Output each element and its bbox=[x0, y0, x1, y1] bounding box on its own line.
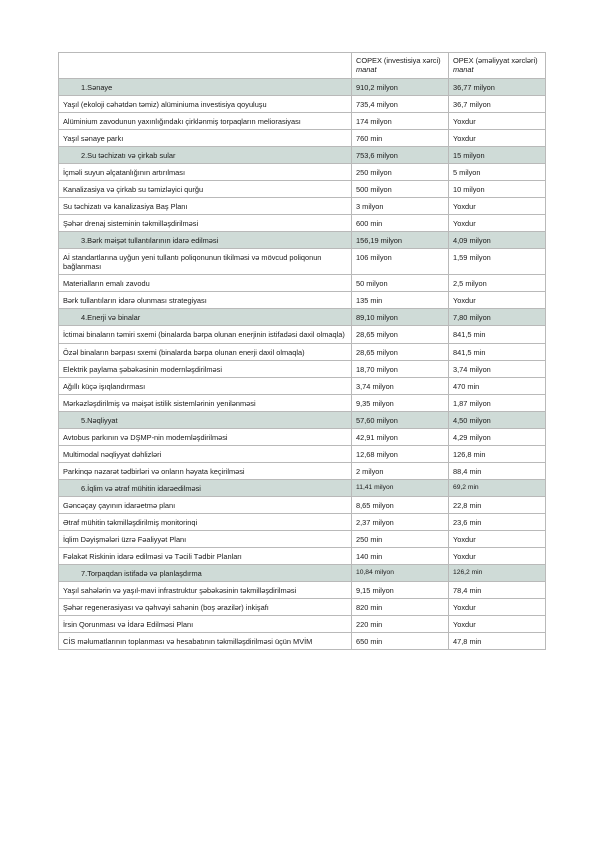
row-copex-value: 106 milyon bbox=[352, 249, 449, 275]
row-copex-value: 500 milyon bbox=[352, 181, 449, 198]
row-copex-value: 3,74 milyon bbox=[352, 377, 449, 394]
row-opex-value: 126,8 min bbox=[449, 445, 546, 462]
row-copex-value: 220 min bbox=[352, 616, 449, 633]
row-opex-value: 4,29 milyon bbox=[449, 428, 546, 445]
section-copex-value: 10,84 milyon bbox=[352, 564, 449, 581]
table-row bbox=[59, 530, 546, 547]
row-label: Kanalizasiya və çirkab su təmizləyici qurğu bbox=[59, 181, 352, 198]
row-opex-value: Yoxdur bbox=[449, 547, 546, 564]
header-blank-cell bbox=[59, 53, 352, 79]
row-copex-value: 8,65 milyon bbox=[352, 496, 449, 513]
row-opex-value: 1,87 milyon bbox=[449, 394, 546, 411]
section-row bbox=[59, 232, 546, 249]
row-copex-value: 2,37 milyon bbox=[352, 513, 449, 530]
section-title: 2.Su təchizatı və çirkab sular bbox=[59, 147, 352, 164]
row-copex-value: 3 milyon bbox=[352, 198, 449, 215]
row-label: Elektrik paylama şəbəkəsinin modernləşdirilməsi bbox=[59, 360, 352, 377]
row-copex-value: 18,70 milyon bbox=[352, 360, 449, 377]
row-opex-value: 841,5 min bbox=[449, 326, 546, 343]
table-row bbox=[59, 496, 546, 513]
row-label: Şəhər drenaj sisteminin təkmilləşdirilməsi bbox=[59, 215, 352, 232]
table-row bbox=[59, 198, 546, 215]
row-copex-value: 174 milyon bbox=[352, 113, 449, 130]
row-opex-value: 10 milyon bbox=[449, 181, 546, 198]
row-copex-value: 250 min bbox=[352, 530, 449, 547]
row-opex-value: 22,8 min bbox=[449, 496, 546, 513]
table-row bbox=[59, 616, 546, 633]
row-label: CİS məlumatlarının toplanması və hesabatının təkmilləşdirilməsi üçün MVİM bbox=[59, 633, 352, 650]
row-copex-value: 42,91 milyon bbox=[352, 428, 449, 445]
row-opex-value: 88,4 min bbox=[449, 462, 546, 479]
header-opex-unit: manat bbox=[453, 65, 474, 75]
row-copex-value: 2 milyon bbox=[352, 462, 449, 479]
row-copex-value: 12,68 milyon bbox=[352, 445, 449, 462]
row-label: Aİ standartlarına uyğun yeni tullantı poliqonunun tikilməsi və mövcud poliqonun bağlanması bbox=[59, 249, 352, 275]
table-row bbox=[59, 164, 546, 181]
row-label: Özəl binaların bərpası sxemi (binalarda bərpa olunan enerji daxil olmaqla) bbox=[59, 343, 352, 360]
section-copex-value: 156,19 milyon bbox=[352, 232, 449, 249]
section-row bbox=[59, 147, 546, 164]
row-opex-value: 47,8 min bbox=[449, 633, 546, 650]
row-label: Mərkəzləşdirilmiş və məişət istilik sistemlərinin yenilənməsi bbox=[59, 394, 352, 411]
row-label: Multimodal nəqliyyat dəhlizləri bbox=[59, 445, 352, 462]
row-label: Şəhər regenerasiyası və qəhvəyi sahənin (boş ərazilər) inkişafı bbox=[59, 598, 352, 615]
table-row bbox=[59, 394, 546, 411]
section-opex-value: 126,2 min bbox=[449, 564, 546, 581]
row-copex-value: 9,35 milyon bbox=[352, 394, 449, 411]
row-copex-value: 650 min bbox=[352, 633, 449, 650]
section-row bbox=[59, 309, 546, 326]
table-row bbox=[59, 377, 546, 394]
section-title: 1.Sənaye bbox=[59, 79, 352, 96]
row-opex-value: Yoxdur bbox=[449, 530, 546, 547]
row-label: Parkinqə nəzarət tədbirləri və onların həyata keçirilməsi bbox=[59, 462, 352, 479]
section-opex-value: 4,09 milyon bbox=[449, 232, 546, 249]
section-row bbox=[59, 411, 546, 428]
table-row bbox=[59, 360, 546, 377]
section-copex-value: 57,60 milyon bbox=[352, 411, 449, 428]
section-opex-value: 15 milyon bbox=[449, 147, 546, 164]
row-opex-value: 3,74 milyon bbox=[449, 360, 546, 377]
section-opex-value: 4,50 milyon bbox=[449, 411, 546, 428]
row-label: İctimai binaların təmiri sxemi (binalarda bərpa olunan enerjinin istifadəsi daxil olmaqla) bbox=[59, 326, 352, 343]
section-opex-value: 69,2 min bbox=[449, 479, 546, 496]
section-copex-value: 11,41 milyon bbox=[352, 479, 449, 496]
row-opex-value: Yoxdur bbox=[449, 130, 546, 147]
header-opex-label: OPEX (əməliyyat xərcləri) bbox=[453, 56, 538, 65]
section-title: 5.Nəqliyyat bbox=[59, 411, 352, 428]
header-opex-cell bbox=[449, 53, 546, 79]
row-label: Yaşıl sahələrin və yaşıl-mavi infrastruktur şəbəkəsinin təkmilləşdirilməsi bbox=[59, 581, 352, 598]
row-copex-value: 600 min bbox=[352, 215, 449, 232]
table-row bbox=[59, 96, 546, 113]
row-copex-value: 140 min bbox=[352, 547, 449, 564]
section-title: 6.İqlim və ətraf mühitin idarəedilməsi bbox=[59, 479, 352, 496]
section-row bbox=[59, 479, 546, 496]
table-row bbox=[59, 292, 546, 309]
table-row bbox=[59, 547, 546, 564]
section-row bbox=[59, 564, 546, 581]
budget-table bbox=[58, 52, 546, 650]
table-row bbox=[59, 462, 546, 479]
table-row bbox=[59, 113, 546, 130]
row-copex-value: 735,4 milyon bbox=[352, 96, 449, 113]
row-opex-value: 1,59 milyon bbox=[449, 249, 546, 275]
row-copex-value: 50 milyon bbox=[352, 275, 449, 292]
row-opex-value: Yoxdur bbox=[449, 215, 546, 232]
section-row bbox=[59, 79, 546, 96]
row-opex-value: 5 milyon bbox=[449, 164, 546, 181]
row-label: İçməli suyun əlçatanlığının artırılması bbox=[59, 164, 352, 181]
table-row bbox=[59, 215, 546, 232]
row-copex-value: 9,15 milyon bbox=[352, 581, 449, 598]
header-copex-cell bbox=[352, 53, 449, 79]
table-header-row bbox=[59, 53, 546, 79]
row-opex-value: Yoxdur bbox=[449, 198, 546, 215]
row-label: Ağıllı küçə işıqlandırması bbox=[59, 377, 352, 394]
row-opex-value: Yoxdur bbox=[449, 113, 546, 130]
row-label: Ətraf mühitin təkmilləşdirilmiş monitorinqi bbox=[59, 513, 352, 530]
header-copex-label: COPEX (investisiya xərci) bbox=[356, 56, 441, 65]
row-label: Su təchizatı və kanalizasiya Baş Planı bbox=[59, 198, 352, 215]
row-copex-value: 760 min bbox=[352, 130, 449, 147]
table-row bbox=[59, 513, 546, 530]
table-row bbox=[59, 130, 546, 147]
row-label: Bərk tullantıların idarə olunması strategiyası bbox=[59, 292, 352, 309]
table-row bbox=[59, 581, 546, 598]
table-row bbox=[59, 326, 546, 343]
row-copex-value: 820 min bbox=[352, 598, 449, 615]
section-copex-value: 910,2 milyon bbox=[352, 79, 449, 96]
row-label: Materialların emalı zavodu bbox=[59, 275, 352, 292]
section-title: 4.Enerji və binalar bbox=[59, 309, 352, 326]
row-label: Gəncəçay çayının idarəetmə planı bbox=[59, 496, 352, 513]
table-row bbox=[59, 633, 546, 650]
row-label: Fəlakət Riskinin idarə edilməsi və Təcili Tədbir Planları bbox=[59, 547, 352, 564]
row-label: İrsin Qorunması və İdarə Edilməsi Planı bbox=[59, 616, 352, 633]
row-opex-value: 78,4 min bbox=[449, 581, 546, 598]
row-copex-value: 250 milyon bbox=[352, 164, 449, 181]
section-copex-value: 753,6 milyon bbox=[352, 147, 449, 164]
section-opex-value: 36,77 milyon bbox=[449, 79, 546, 96]
row-copex-value: 28,65 milyon bbox=[352, 343, 449, 360]
row-label: Yaşıl (ekoloji cəhətdən təmiz) alüminiuma investisiya qoyuluşu bbox=[59, 96, 352, 113]
row-opex-value: Yoxdur bbox=[449, 598, 546, 615]
header-copex-unit: manat bbox=[356, 65, 377, 75]
section-opex-value: 7,80 milyon bbox=[449, 309, 546, 326]
section-title: 3.Bərk məişət tullantılarının idarə edilməsi bbox=[59, 232, 352, 249]
table-row bbox=[59, 598, 546, 615]
row-label: İqlim Dəyişmələri üzrə Fəaliyyət Planı bbox=[59, 530, 352, 547]
row-opex-value: 36,7 milyon bbox=[449, 96, 546, 113]
row-opex-value: 841,5 min bbox=[449, 343, 546, 360]
table-row bbox=[59, 343, 546, 360]
table-row bbox=[59, 249, 546, 275]
row-opex-value: Yoxdur bbox=[449, 292, 546, 309]
row-opex-value: Yoxdur bbox=[449, 616, 546, 633]
row-copex-value: 135 min bbox=[352, 292, 449, 309]
row-label: Yaşıl sənaye parkı bbox=[59, 130, 352, 147]
row-opex-value: 2,5 milyon bbox=[449, 275, 546, 292]
table-row bbox=[59, 181, 546, 198]
table-row bbox=[59, 445, 546, 462]
row-opex-value: 470 min bbox=[449, 377, 546, 394]
row-opex-value: 23,6 min bbox=[449, 513, 546, 530]
section-title: 7.Torpaqdan istifadə və planlaşdırma bbox=[59, 564, 352, 581]
row-label: Avtobus parkının və DŞMP-nin modernləşdirilməsi bbox=[59, 428, 352, 445]
row-label: Alüminium zavodunun yaxınlığındakı çirklənmiş torpaqların meliorasiyası bbox=[59, 113, 352, 130]
table-row bbox=[59, 275, 546, 292]
row-copex-value: 28,65 milyon bbox=[352, 326, 449, 343]
section-copex-value: 89,10 milyon bbox=[352, 309, 449, 326]
table-row bbox=[59, 428, 546, 445]
